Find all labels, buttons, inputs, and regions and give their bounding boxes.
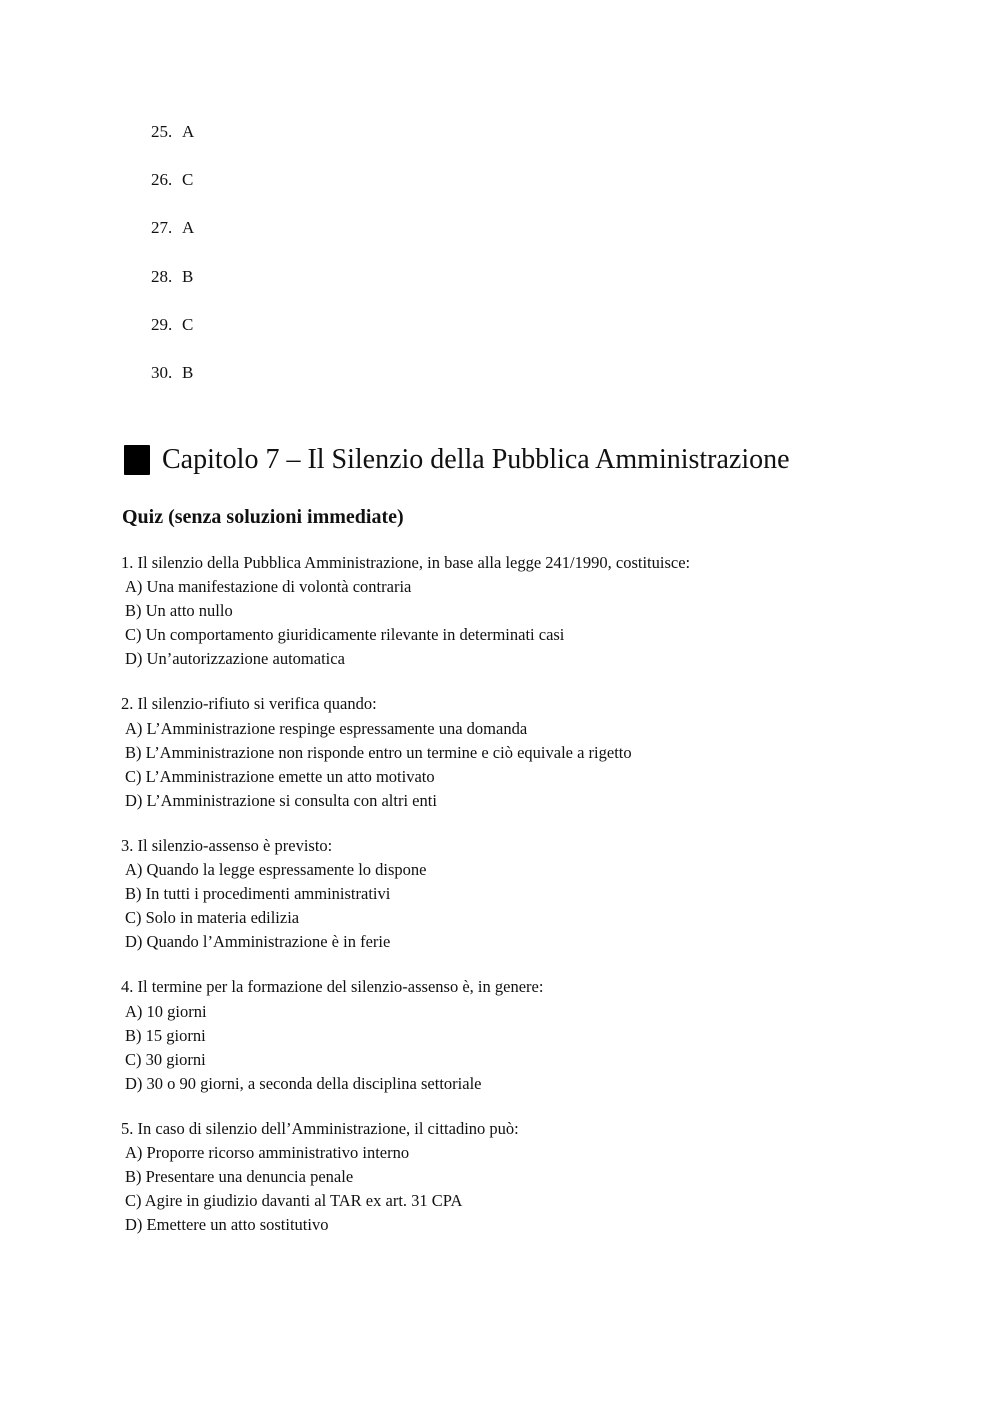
option-b: B) Presentare una denuncia penale [125, 1167, 354, 1187]
question-block [121, 975, 881, 1095]
book-icon [124, 445, 150, 475]
question-text: 4. Il termine per la formazione del silenzio-assenso è, in genere: [121, 977, 544, 997]
option-c: C) 30 giorni [125, 1049, 206, 1069]
option-b: B) L’Amministrazione non risponde entro un termine e ciò equivale a rigetto [125, 742, 632, 762]
option-b: B) In tutti i procedimenti amministrativi [125, 884, 391, 904]
question-block [121, 692, 881, 812]
answer-item [151, 265, 194, 313]
option-a: A) 10 giorni [125, 1001, 207, 1021]
option-a: A) L’Amministrazione respinge espressamente una domanda [125, 718, 528, 738]
answer-letter: C [182, 170, 194, 190]
option-a: A) Quando la legge espressamente lo dispone [125, 860, 427, 880]
option-b: B) 15 giorni [125, 1025, 206, 1045]
question-block [121, 1117, 881, 1237]
answer-item [151, 120, 194, 168]
answer-key-list [151, 120, 194, 409]
answer-letter: C [182, 314, 194, 334]
answer-number: 26. [151, 170, 173, 190]
question-block [121, 551, 881, 671]
question-block [121, 834, 881, 954]
option-d: D) Quando l’Amministrazione è in ferie [125, 932, 391, 952]
option-d: D) Un’autorizzazione automatica [125, 649, 345, 669]
answer-number: 25. [151, 122, 173, 141]
answer-item [151, 313, 194, 361]
answer-item [151, 216, 194, 264]
chapter-heading [124, 440, 790, 480]
option-a: A) Una manifestazione di volontà contraria [125, 577, 412, 597]
option-d: D) Emettere un atto sostitutivo [125, 1215, 329, 1235]
question-text: 5. In caso di silenzio dell’Amministrazione, il cittadino può: [121, 1118, 519, 1138]
quiz-section [121, 551, 881, 1258]
answer-number: 29. [151, 314, 173, 334]
quiz-subtitle: Quiz (senza soluzioni immediate) [122, 506, 404, 528]
option-d: D) L’Amministrazione si consulta con altri enti [125, 790, 437, 810]
chapter-title: Capitolo 7 – Il Silenzio della Pubblica Amministrazione [162, 444, 790, 475]
answer-number: 30. [151, 362, 173, 382]
answer-letter: B [182, 362, 194, 382]
answer-item [151, 361, 194, 409]
option-d: D) 30 o 90 giorni, a seconda della disciplina settoriale [125, 1073, 482, 1093]
option-c: C) L’Amministrazione emette un atto motivato [125, 766, 435, 786]
answer-letter: A [182, 122, 195, 141]
answer-item [151, 168, 194, 216]
option-a: A) Proporre ricorso amministrativo interno [125, 1142, 410, 1162]
question-text: 3. Il silenzio-assenso è previsto: [121, 835, 333, 855]
answer-number: 27. [151, 218, 173, 238]
question-text: 1. Il silenzio della Pubblica Amministrazione, in base alla legge 241/1990, costituisce: [121, 553, 691, 572]
answer-number: 28. [151, 266, 173, 286]
option-c: C) Solo in materia edilizia [125, 908, 300, 928]
option-c: C) Un comportamento giuridicamente rilevante in determinati casi [125, 625, 565, 645]
option-c: C) Agire in giudizio davanti al TAR ex art. 31 CPA [125, 1191, 463, 1211]
option-b: B) Un atto nullo [125, 601, 233, 621]
answer-letter: A [182, 218, 195, 238]
answer-letter: B [182, 266, 194, 286]
question-text: 2. Il silenzio-rifiuto si verifica quando: [121, 694, 377, 714]
